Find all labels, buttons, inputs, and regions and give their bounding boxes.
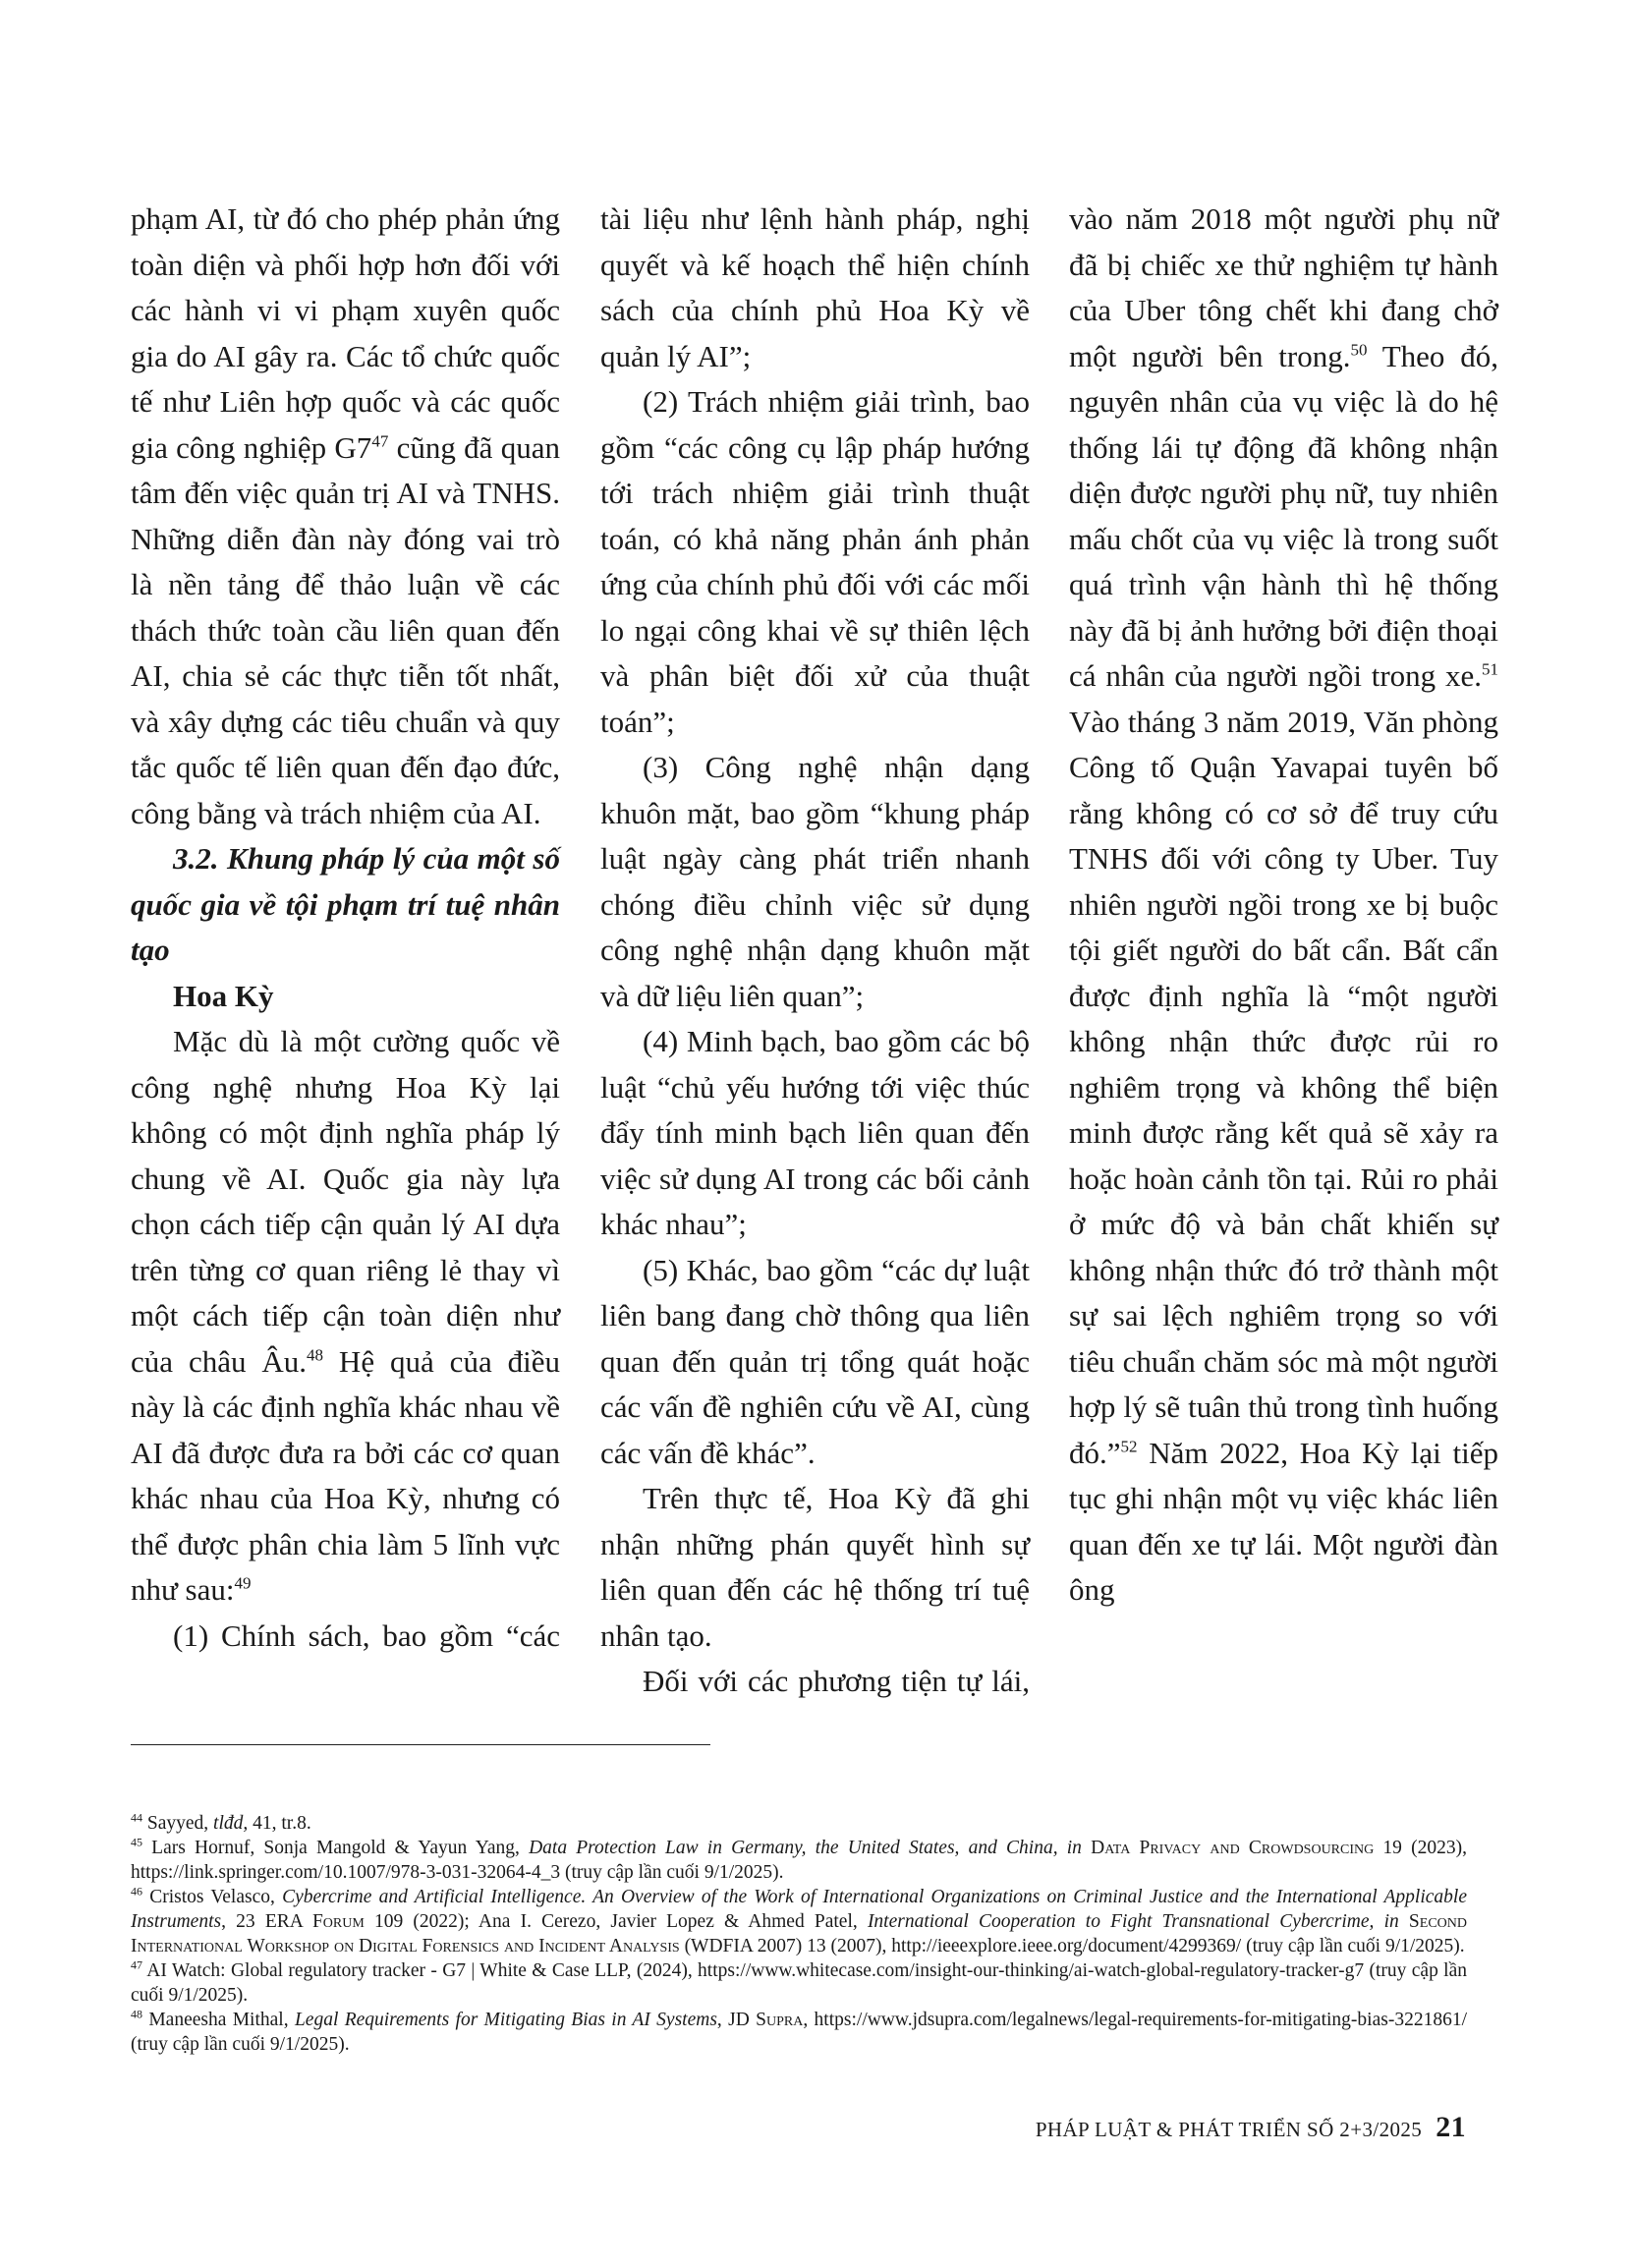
text-run: , https://www.jdsupra.com/legalnews/legal-requirements-for-mitigating-bias-3221861/ (truy cập lần cuối 9/1/2025). [131,2010,1467,2055]
text-run: Forum [311,1911,365,1932]
text-run: Second International Workshop on Digital Forensics and Incident Analysis [131,1911,1467,1956]
text-run: (WDFIA 2007) 13 (2007), http://ieeexplore.ieee.org/document/4299369/ (truy cập lần cuối 9/1/2025). [679,1936,1465,1956]
text-run: Supra [756,2010,804,2030]
footnote-number: 48 [131,2007,142,2021]
paragraph: (1) Chính sách, bao gồm “các [173,1617,560,1653]
text-run: , 23 ERA [221,1911,312,1932]
footnote-number: 46 [131,1884,142,1899]
paragraph: Trên thực tế, Hoa Kỳ đã ghi nhận những phán quyết hình sự liên quan đến các hệ thống trí tuệ nhân tạo. [600,1481,1030,1653]
footnote-ref: 48 [307,1345,324,1365]
text-column-3 [1069,197,1498,1614]
footnote-number: 47 [131,1957,142,1972]
journal-name: PHÁP LUẬT & PHÁT TRIỂN SỐ 2+3/2025 [1035,2118,1423,2141]
paragraph: (4) Minh bạch, bao gồm các bộ luật “chủ yếu hướng tới việc thúc đẩy tính minh bạch liên quan đến việc sử dụng AI trong các bối cảnh khác nhau”; [600,1024,1030,1241]
paragraph [131,1019,560,1614]
text-run: 41, tr.8. [248,1813,311,1834]
text-run: Năm 2022, Hoa Kỳ lại tiếp tục ghi nhận một vụ việc khác liên quan đến xe tự lái. Một người đàn ông [1069,1435,1498,1607]
text-run: Lars Hornuf, Sonja Mangold & Yayun Yang, [142,1838,530,1858]
paragraph [131,197,560,836]
paragraph: (5) Khác, bao gồm “các dự luật liên bang đang chờ thông qua liên quan đến quản trị tổng quát hoặc các vấn đề nghiên cứu về AI, cùng các vấn đề khác”. [600,1252,1030,1470]
page-footer [1012,2111,1466,2144]
footnote-48 [131,2008,1467,2057]
footnote-ref: 51 [1482,659,1498,679]
text-run: Cybercrime and Artificial Intelligence. An Overview of the Work of International Organizations on Criminal Justice and the International Applicable Instruments [131,1887,1467,1932]
footnote-divider [131,1744,710,1745]
text-run: tlđd, [213,1813,249,1834]
footnote-number: 44 [131,1810,142,1825]
paragraph: tài liệu như lệnh hành pháp, nghị quyết và kế hoạch thể hiện chính sách của chính phủ Hoa Kỳ về quản lý AI”; [600,201,1030,373]
text-run: Data Privacy and Crowdsourcing [1081,1838,1375,1858]
footnotes [131,1811,1467,2057]
text-run: Maneesha Mithal, [142,2010,295,2030]
text-column-2 [600,197,1030,1705]
footnote-ref: 47 [371,431,389,451]
footnote-ref: 49 [234,1573,252,1593]
text-run: vào năm 2018 một người phụ nữ đã bị chiếc xe thử nghiệm tự hành của Uber tông chết khi đang chở một người bên trong. [1069,201,1498,373]
section-heading: 3.2. Khung pháp lý của một số quốc gia về tội phạm trí tuệ nhân tạo [131,841,560,967]
text-run: 19 (2023), https://link.springer.com/10.1007/978-3-031-32064-4_3 (truy cập lần cuối 9/1/2025). [131,1838,1467,1883]
paragraph: Đối với các phương tiện tự lái, [643,1664,1030,1698]
text-run: phạm AI, từ đó cho phép phản ứng toàn diện và phối hợp hơn đối với các hành vi vi phạm xuyên quốc gia do AI gây ra. Các tổ chức quốc tế như Liên hợp quốc và các quốc gia công nghiệp G7 [131,201,560,465]
text-run: Data Protection Law in Germany, the United States, and China, in [529,1838,1082,1858]
footnote-number: 45 [131,1835,142,1849]
subsection-heading: Hoa Kỳ [173,978,274,1013]
paragraph: (3) Công nghệ nhận dạng khuôn mặt, bao gồm “khung pháp luật ngày càng phát triển nhanh chóng điều chỉnh việc sử dụng công nghệ nhận dạng khuôn mặt và dữ liệu liên quan”; [600,750,1030,1013]
text-run: Sayyed, [142,1813,214,1834]
footnote-46 [131,1885,1467,1958]
text-run: Theo đó, nguyên nhân của vụ việc là do hệ thống lái tự động đã không nhận diện được người phụ nữ, tuy nhiên mấu chốt của vụ việc là trong suốt quá trình vận hành thì hệ thống này đã bị ảnh hưởng bởi điện thoại cá nhân của người ngồi trong xe. [1069,338,1499,693]
footnote-45 [131,1836,1467,1885]
footnote-ref: 50 [1350,340,1368,360]
text-run: Legal Requirements for Mitigating Bias in AI Systems [294,2010,717,2030]
text-run: AI Watch: Global regulatory tracker - G7 | White & Case LLP, (2024), https://www.whitecase.com/insight-our-thinking/ai-watch-global-regulatory-tracker-g7 (truy cập lần cuối 9/1/2025). [131,1960,1467,2006]
footnote-44 [131,1811,1467,1836]
footnote-47 [131,1958,1467,2008]
text-run: International Cooperation to Fight Transnational Cybercrime, in [867,1911,1399,1932]
text-run: Cristos Velasco, [142,1887,283,1907]
page-number: 21 [1436,2111,1466,2143]
paragraph [1069,197,1498,1614]
paragraph: (2) Trách nhiệm giải trình, bao gồm “các công cụ lập pháp hướng tới trách nhiệm giải trình thuật toán, có khả năng phản ánh phản ứng của chính phủ đối với các mối lo ngại công khai về sự thiên lệch và phân biệt đối xử của thuật toán”; [600,384,1030,739]
text-run: cũng đã quan tâm đến việc quản trị AI và TNHS. Những diễn đàn này đóng vai trò là nền tảng để thảo luận về các thách thức toàn cầu liên quan đến AI, chia sẻ các thực tiễn tốt nhất, và xây dựng các tiêu chuẩn và quy tắc quốc tế liên quan đến đạo đức, công bằng và trách nhiệm của AI. [131,429,561,830]
text-run: 109 (2022); Ana I. Cerezo, Javier Lopez & Ahmed Patel, [364,1911,868,1932]
text-run: Vào tháng 3 năm 2019, Văn phòng Công tố Quận Yavapai tuyên bố rằng không có cơ sở để truy cứu TNHS đối với công ty Uber. Tuy nhiên người ngồi trong xe bị buộc tội giết người do bất cẩn. Bất cẩn được định nghĩa là “một người không nhận thức được rủi ro nghiêm trọng và không thể biện minh được rằng kết quả sẽ xảy ra hoặc hoàn cảnh tồn tại. Rủi ro phải ở mức độ và bản chất khiến sự không nhận thức đó trở thành một sự sai lệch nghiêm trọng so với tiêu chuẩn chăm sóc mà một người hợp lý sẽ tuân thủ trong tình huống đó.” [1069,704,1498,1470]
text-run: , JD [716,2010,757,2030]
text-column-1 [131,197,560,1659]
text-run: Hệ quả của điều này là các định nghĩa khác nhau về AI đã được đưa ra bởi các cơ quan khác nhau của Hoa Kỳ, nhưng có thể được phân chia làm 5 lĩnh vực như sau: [131,1343,560,1607]
footnote-ref: 52 [1120,1437,1138,1456]
text-run: Mặc dù là một cường quốc về công nghệ nhưng Hoa Kỳ lại không có một định nghĩa pháp lý chung về AI. Quốc gia này lựa chọn cách tiếp cận quản lý AI dựa trên từng cơ quan riêng lẻ thay vì một cách tiếp cận toàn diện như của châu Âu. [131,1024,560,1379]
